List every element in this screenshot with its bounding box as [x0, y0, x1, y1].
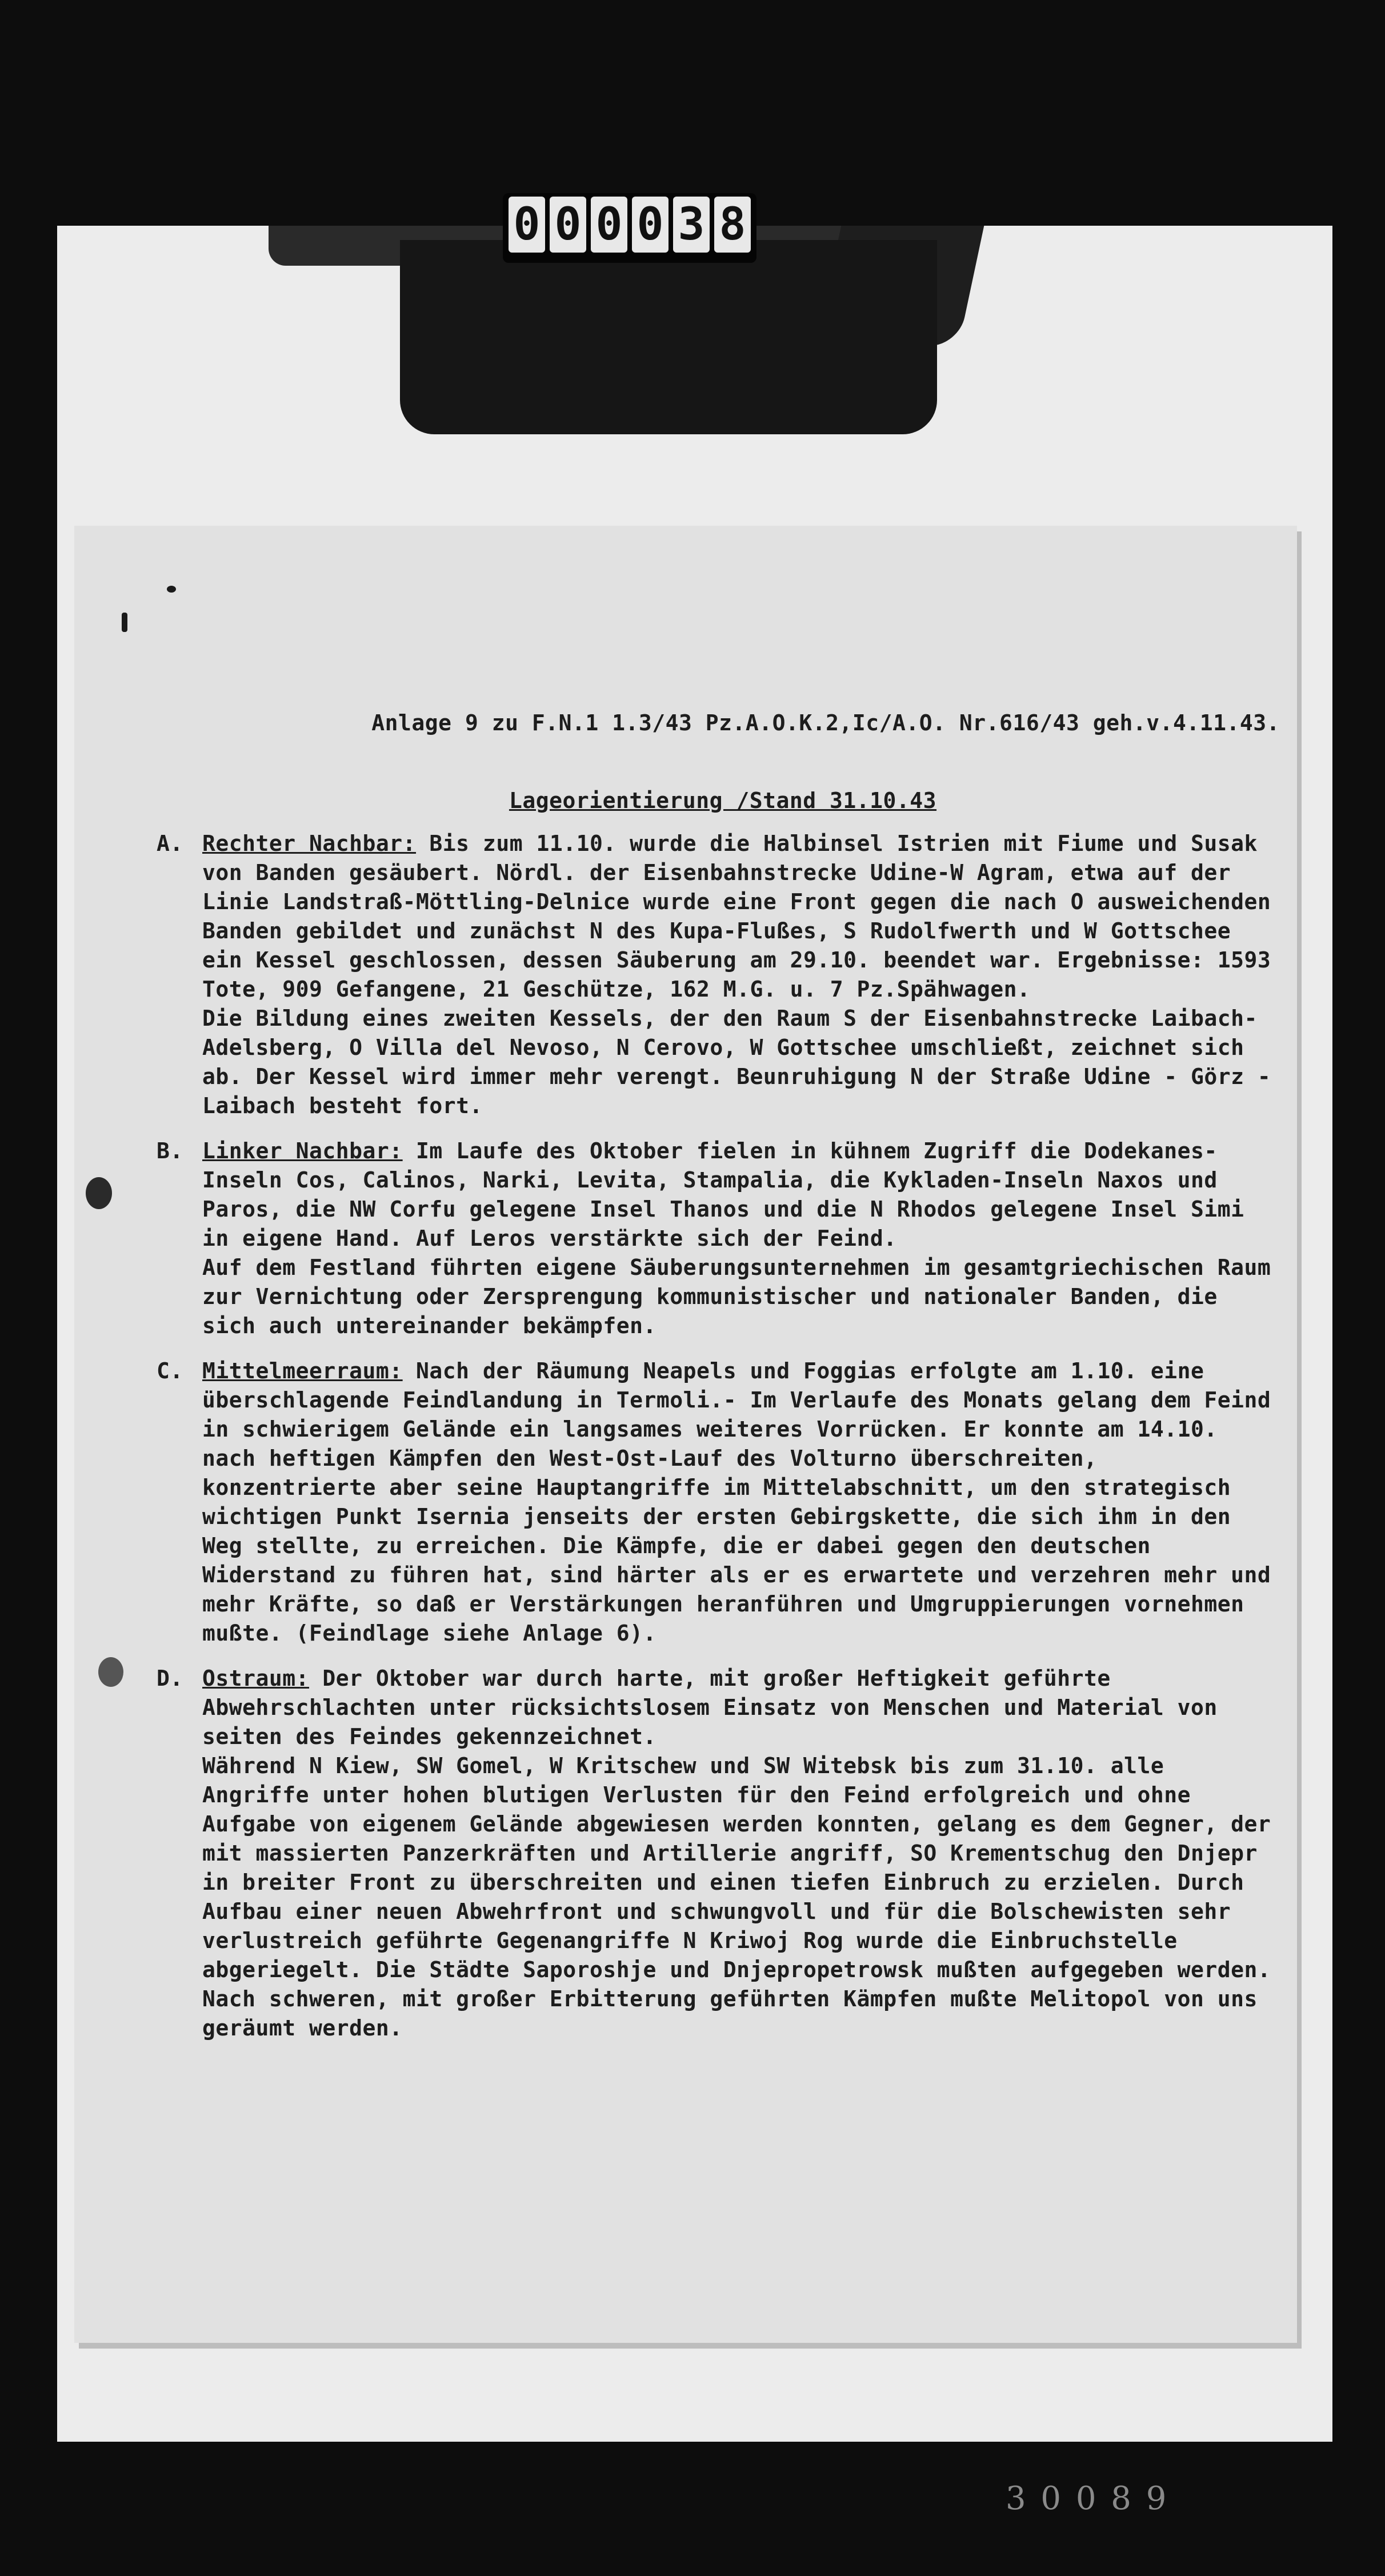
- section-letter: D.: [157, 1666, 183, 1691]
- section-c: [154, 1357, 1291, 1648]
- section-text: Nach der Räumung Neapels und Foggias erfolgte am 1.10. eine überschlagende Feindlandung in Termoli.- Im Verlaufe des Monats gelang dem Feind in schwierigem Gelände ein langsames weiteres Vorrücken. Er konnte am 14.10. nach heftigen Kämpfen den West-Ost-Lauf des Volturno überschreiten, konzentrierte aber seine Hauptangriffe im Mittelabschnitt, um den strategisch wichtigen Punkt Isernia jenseits der ersten Gebirgskette, die sich ihm in den Weg stellte, zu erreichen. Die Kämpfe, die er dabei gegen den deutschen Widerstand zu führen hat, sind härter als er es erwartete und verzehren mehr und mehr Kräfte, so daß er Verstärkungen heranführen und Umgruppierungen vornehmen mußte. (Feindlage siehe Anlage 6).: [202, 1358, 1271, 1646]
- film-frame-stamp: 3 0 0 8 9: [1006, 2480, 1169, 2517]
- counter-digit: 0: [591, 197, 627, 253]
- section-label: Mittelmeerraum:: [202, 1358, 403, 1383]
- punch-hole-mark: [98, 1657, 123, 1687]
- punch-hole-mark: [86, 1177, 112, 1209]
- section-text: Der Oktober war durch harte, mit großer Heftigkeit geführte Abwehrschlachten unter rücksichtslosem Einsatz von Menschen und Material von seiten des Feindes gekennzeichnet. Während N Kiew, SW Gomel, W Kritschew und SW Witebsk bis zum 31.10. alle Angriffe unter hohen blutigen Verlusten für den Feind erfolgreich und ohne Aufgabe von eigenem Gelände abgewiesen werden konnten, gelang es dem Gegner, der mit massierten Panzerkräften und Artillerie angriff, SO Krementschug den Dnjepr in breiter Front zu überschreiten und einen tiefen Einbruch zu erzielen. Durch Aufbau einer neuen Abwehrfront und schwungvoll und für die Bolschewisten sehr verlustreich geführte Gegenangriffe N Kriwoj Rog wurde die Einbruchstelle abgeriegelt. Die Städte Saporoshje und Dnjepropetrowsk mußten aufgegeben werden. Nach schweren, mit großer Erbitterung geführten Kämpfen mußte Melitopol von uns geräumt werden.: [202, 1666, 1271, 2041]
- counter-digit: 3: [673, 197, 710, 253]
- counter-digit: 0: [509, 197, 545, 253]
- section-letter: B.: [157, 1138, 183, 1163]
- document-heading: Lageorientierung /Stand 31.10.43: [509, 788, 937, 813]
- section-label: Ostraum:: [202, 1666, 310, 1691]
- section-text: Im Laufe des Oktober fielen in kühnem Zugriff die Dodekanes-Inseln Cos, Calinos, Narki, Levita, Stampalia, die Kykladen-Inseln Naxos und Paros, die NW Corfu gelegene Insel Thanos und die N Rhodos gelegene Insel Simi in eigene Hand. Auf Leros verstärkte sich der Feind. Auf dem Festland führten eigene Säuberungsunternehmen im gesamtgriechischen Raum zur Vernichtung oder Zersprengung kommunistischer und nationaler Banden, die sich auch untereinander bekämpfen.: [202, 1138, 1271, 1338]
- section-letter: C.: [157, 1358, 183, 1383]
- section-d: [154, 1664, 1291, 2043]
- section-text: Bis zum 11.10. wurde die Halbinsel Istrien mit Fiume und Susak von Banden gesäubert. Nördl. der Eisenbahnstrecke Udine-W Agram, etwa auf der Linie Landstraß-Möttling-Delnice wurde eine Front gegen die nach O ausweichenden Banden gebildet und zunächst N des Kupa-Flußes, S Rudolfwerth und W Gottschee ein Kessel geschlossen, dessen Säuberung am 29.10. beendet war. Ergebnisse: 1593 Tote, 909 Gefangene, 21 Geschütze, 162 M.G. u. 7 Pz.Spähwagen. Die Bildung eines zweiten Kessels, der den Raum S der Eisenbahnstrecke Laibach-Adelsberg, O Villa del Nevoso, N Cerovo, W Gottschee umschließt, zeichnet sich ab. Der Kessel wird immer mehr verengt. Beunruhigung N der Straße Udine - Görz - Laibach besteht fort.: [202, 831, 1271, 1118]
- annex-reference: Anlage 9 zu F.N.1 1.3/43 Pz.A.O.K.2,Ic/A.O. Nr.616/43 geh.v.4.11.43.: [371, 710, 1280, 735]
- ink-mark: [122, 613, 127, 632]
- section-label: Rechter Nachbar:: [202, 831, 417, 856]
- section-b: [154, 1137, 1291, 1341]
- frame-counter: [503, 193, 756, 263]
- document-body: [154, 709, 1291, 2059]
- section-a: [154, 829, 1291, 1121]
- section-letter: A.: [157, 831, 183, 856]
- counter-digit: 8: [714, 197, 751, 253]
- ink-mark: [167, 586, 176, 593]
- section-label: Linker Nachbar:: [202, 1138, 403, 1163]
- counter-digit: 0: [550, 197, 586, 253]
- binder-clip: [400, 240, 937, 434]
- counter-digit: 0: [632, 197, 669, 253]
